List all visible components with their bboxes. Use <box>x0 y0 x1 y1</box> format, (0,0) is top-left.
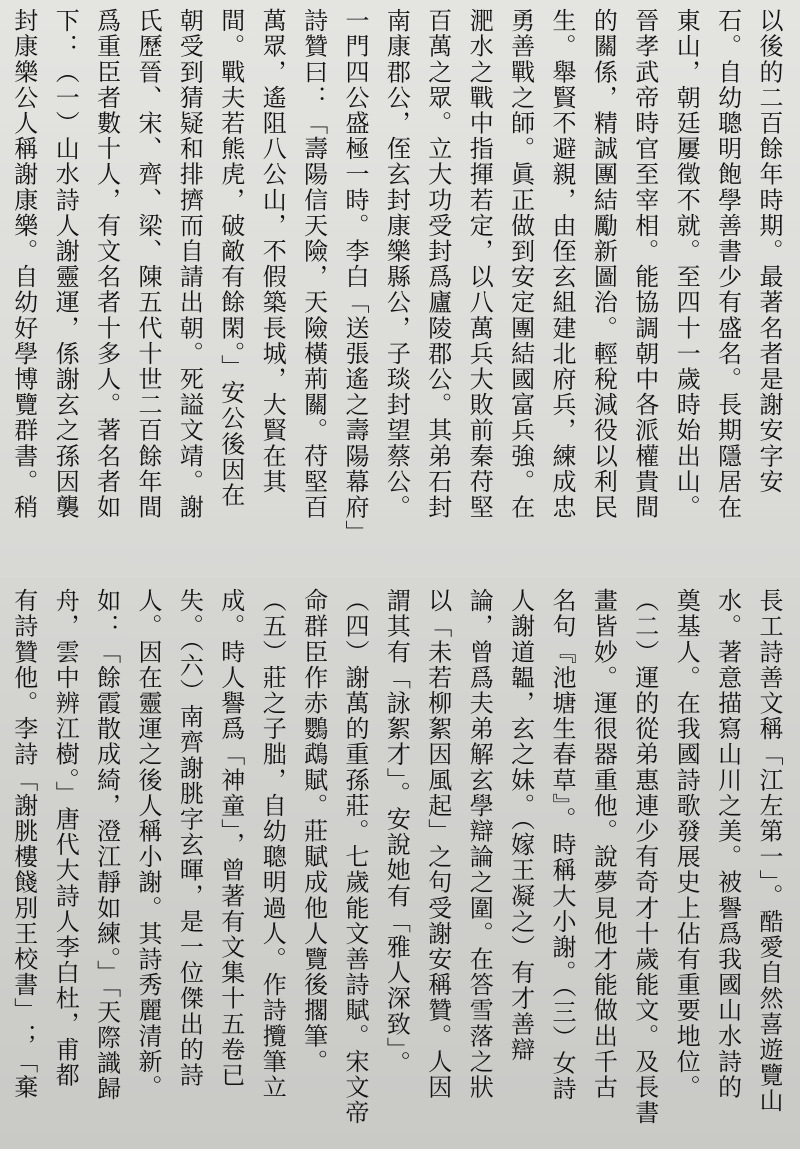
text-column: 人謝道韞，玄之妹。（嫁王凝之）有才善辯 <box>506 588 535 1063</box>
text-column: 石。自幼聰明飽學善書少有盛名。長期隱居在 <box>713 8 742 520</box>
text-column: 間。戰夫若熊虎，破敵有餘閑。」安公後因在 <box>216 8 245 508</box>
text-column: 命群臣作赤鸚鵡賦。莊賦成他人覽後擱筆。 <box>299 588 328 1075</box>
text-column: 長工詩善文稱「江左第一」。酷愛自然喜遊覽山 <box>755 588 783 1114</box>
text-column: 以「未若柳絮因風起」之句受謝安稱贊。人因 <box>423 588 452 1100</box>
text-column: 氏歷晉、宋、齊、梁、陳五代十世二百餘年間 <box>134 8 162 520</box>
text-column: 如：「餘霞散成綺，澄江靜如練。」「天際識歸 <box>92 588 121 1102</box>
text-column: 南康郡公，侄玄封康樂縣公，子琰封望蔡公。 <box>382 8 411 520</box>
text-column: 生。舉賢不避親，由侄玄組建北府兵，練成忠 <box>548 8 576 520</box>
text-column: 淝水之戰中指揮若定，以八萬兵大敗前秦苻堅 <box>465 8 494 520</box>
text-column: 詩贊曰：「壽陽信天險，天險橫荊關。苻堅百 <box>299 8 328 520</box>
text-column: 人。因在靈運之後人稱小謝。其詩秀麗清新。 <box>134 588 162 1100</box>
text-column: 舟，雲中辨江樹。」唐代大詩人李白杜，甫都 <box>51 588 80 1088</box>
text-column: 封康樂公人稱謝康樂。自幼好學博覽群書。稍 <box>9 8 38 520</box>
text-column: （二）運的從弟惠連少有奇才十歲能文。及長書 <box>630 588 659 1126</box>
text-column: 東山，朝廷屢徵不就。至四十一歲時始出山。 <box>672 8 701 520</box>
text-column: 以後的二百餘年時期。最著名者是謝安字安 <box>755 8 783 495</box>
text-column: 奠基人。在我國詩歌發展史上佔有重要地位。 <box>672 588 701 1100</box>
text-column: 水。著意描寫山川之美。被譽爲我國山水詩的 <box>713 588 742 1100</box>
text-column: （五）莊之子朏，自幼聰明過人。作詩攬筆立 <box>258 588 287 1100</box>
text-column: 名句『池塘生春草』。時稱大小謝。（三）女詩 <box>548 588 576 1102</box>
text-column: 論，曾爲夫弟解玄學辯論之圍。在答雪落之狀 <box>465 588 494 1100</box>
text-column: 畫皆妙。運很器重他。說夢見他才能做出千古 <box>589 588 618 1100</box>
text-column: 成。時人譽爲「神童」，曾著有文集十五卷已 <box>216 588 245 1088</box>
text-column: 爲重臣者數十人，有文名者十多人。著名者如 <box>92 8 121 520</box>
text-column: 百萬之眾。立大功受封爲廬陵郡公。其弟石封 <box>423 8 452 520</box>
bottom-text-panel <box>0 578 800 1149</box>
text-column: 晉孝武帝時官至宰相。能協調朝中各派權貴間 <box>630 8 659 520</box>
text-column: 勇善戰之師。眞正做到安定團結國富兵強。在 <box>506 8 535 520</box>
text-column: （四）謝萬的重孫莊。七歲能文善詩賦。宋文帝 <box>341 588 369 1126</box>
text-column: 失。（六）南齊謝朓字玄暉，是一位傑出的詩 <box>175 588 204 1088</box>
text-column: 謂其有「詠絮才」。安說她有「雅人深致」。 <box>382 588 411 1076</box>
text-column: 萬眾，遙阻八公山，不假築長城，大賢在其 <box>258 8 287 495</box>
text-column: 的關係，精誠團結勵新圖治。輕稅減役以利民 <box>589 8 618 520</box>
text-column: 一門四公盛極一時。李白「送張遙之壽陽幕府」 <box>341 8 369 546</box>
text-column: 朝受到猜疑和排擠而自請出朝。死謚文靖。謝 <box>175 8 204 520</box>
text-column: 有詩贊他。李詩「謝朓樓餞別王校書」；「棄 <box>9 588 38 1100</box>
text-column: 下：（一）山水詩人謝靈運，係謝玄之孫因襲 <box>51 8 80 520</box>
